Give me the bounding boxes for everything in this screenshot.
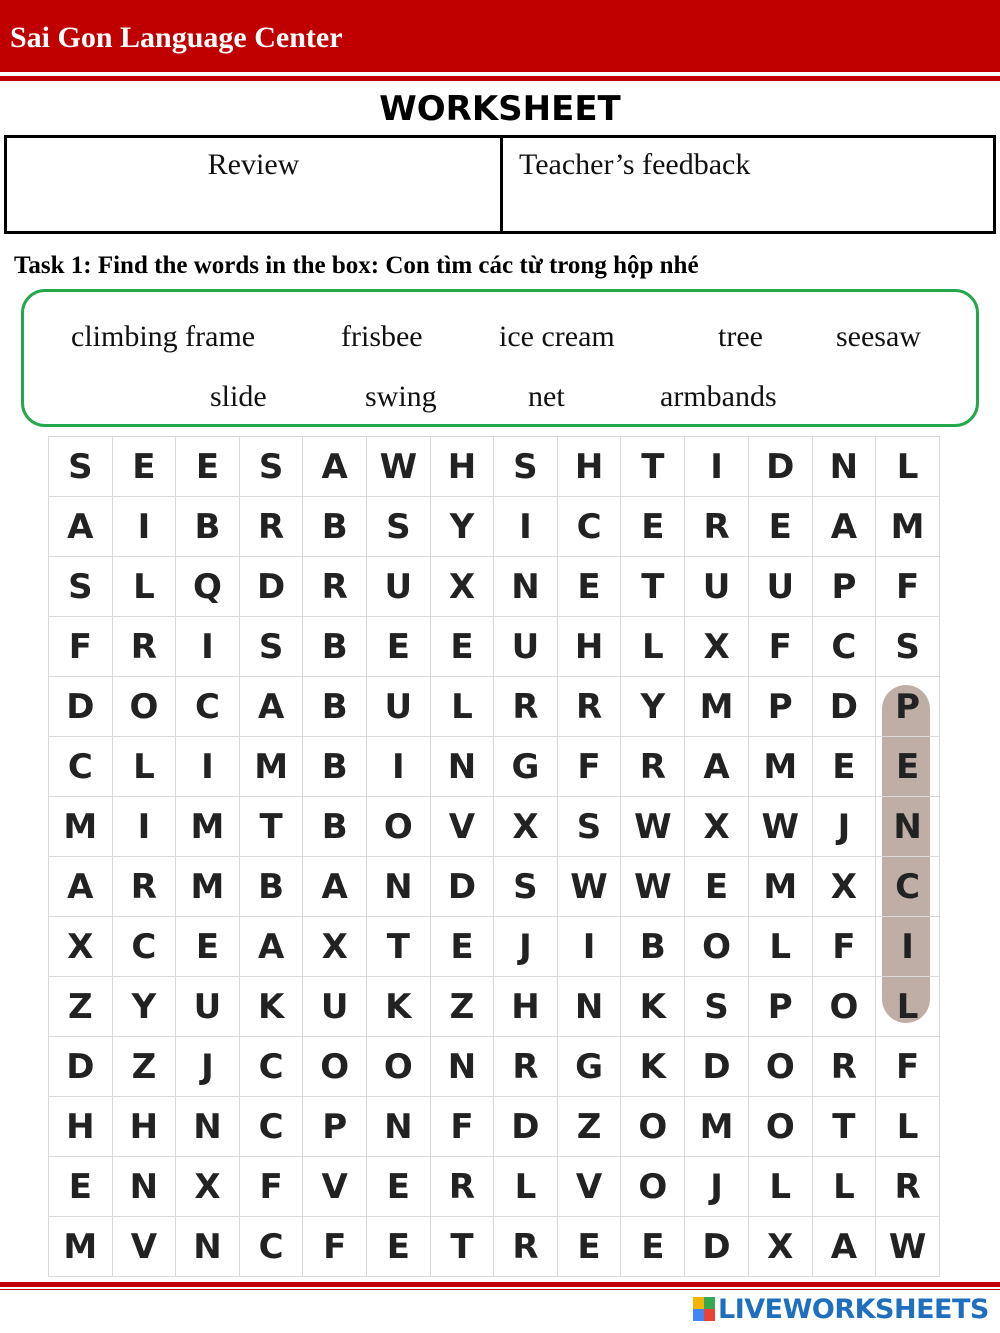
grid-letter-cell[interactable]: C bbox=[112, 917, 175, 977]
grid-letter-cell[interactable]: K bbox=[366, 977, 430, 1037]
word-bank-item: climbing frame bbox=[71, 320, 256, 353]
grid-letter-cell[interactable]: V bbox=[303, 1157, 366, 1217]
grid-row bbox=[49, 737, 940, 797]
grid-letter-cell[interactable]: L bbox=[621, 617, 685, 677]
grid-letter-cell[interactable]: J bbox=[812, 797, 875, 857]
grid-letter-cell[interactable]: W bbox=[621, 797, 685, 857]
grid-letter-cell[interactable]: R bbox=[494, 1217, 557, 1277]
grid-letter-cell[interactable]: U bbox=[366, 677, 430, 737]
grid-letter-cell[interactable]: M bbox=[748, 857, 812, 917]
grid-letter-cell[interactable]: A bbox=[685, 737, 749, 797]
grid-letter-cell[interactable]: M bbox=[876, 497, 940, 557]
grid-letter-cell[interactable]: Z bbox=[430, 977, 493, 1037]
grid-letter-cell[interactable]: A bbox=[812, 497, 875, 557]
grid-letter-cell[interactable]: Q bbox=[176, 557, 240, 617]
grid-letter-cell[interactable]: J bbox=[176, 1037, 240, 1097]
grid-letter-cell[interactable]: W bbox=[621, 857, 685, 917]
word-bank-item: slide bbox=[210, 380, 267, 413]
grid-letter-cell[interactable]: B bbox=[303, 737, 366, 797]
grid-row bbox=[49, 617, 940, 677]
grid-letter-cell[interactable]: U bbox=[366, 557, 430, 617]
grid-letter-cell[interactable]: F bbox=[303, 1217, 366, 1277]
grid-letter-cell[interactable]: X bbox=[748, 1217, 812, 1277]
grid-letter-cell[interactable]: A bbox=[303, 437, 366, 497]
grid-row bbox=[49, 557, 940, 617]
grid-letter-cell[interactable]: E bbox=[49, 1157, 113, 1217]
liveworksheets-logo bbox=[693, 1293, 989, 1325]
grid-letter-cell[interactable]: A bbox=[49, 857, 113, 917]
grid-letter-cell[interactable]: N bbox=[812, 437, 875, 497]
grid-letter-cell[interactable]: F bbox=[876, 557, 940, 617]
grid-letter-cell[interactable]: B bbox=[176, 497, 240, 557]
teacher-feedback-cell[interactable] bbox=[506, 138, 993, 231]
grid-letter-cell[interactable]: M bbox=[49, 797, 113, 857]
grid-letter-cell[interactable]: I bbox=[685, 437, 749, 497]
grid-letter-cell[interactable]: H bbox=[430, 437, 493, 497]
grid-letter-cell[interactable]: L bbox=[112, 557, 175, 617]
grid-letter-cell[interactable]: C bbox=[49, 737, 113, 797]
grid-letter-cell[interactable]: Z bbox=[557, 1097, 621, 1157]
grid-letter-cell[interactable]: H bbox=[557, 437, 621, 497]
grid-letter-cell[interactable]: E bbox=[366, 617, 430, 677]
grid-letter-cell[interactable]: E bbox=[812, 737, 875, 797]
grid-letter-cell[interactable]: R bbox=[876, 1157, 940, 1217]
grid-letter-cell[interactable]: F bbox=[239, 1157, 303, 1217]
grid-letter-cell[interactable]: O bbox=[366, 1037, 430, 1097]
grid-letter-cell[interactable]: Y bbox=[430, 497, 493, 557]
grid-letter-cell[interactable]: R bbox=[430, 1157, 493, 1217]
grid-letter-cell[interactable]: T bbox=[430, 1217, 493, 1277]
grid-letter-cell[interactable]: X bbox=[430, 557, 493, 617]
grid-letter-cell[interactable]: M bbox=[239, 737, 303, 797]
grid-letter-cell[interactable]: I bbox=[112, 497, 175, 557]
grid-letter-cell[interactable]: N bbox=[430, 1037, 493, 1097]
grid-letter-cell[interactable]: O bbox=[748, 1037, 812, 1097]
grid-letter-cell[interactable]: O bbox=[621, 1097, 685, 1157]
grid-letter-cell[interactable]: C bbox=[239, 1097, 303, 1157]
grid-letter-cell[interactable]: I bbox=[366, 737, 430, 797]
grid-letter-cell[interactable]: L bbox=[430, 677, 493, 737]
grid-letter-cell[interactable]: S bbox=[494, 437, 557, 497]
grid-letter-cell[interactable]: R bbox=[685, 497, 749, 557]
grid-letter-cell[interactable]: I bbox=[876, 917, 940, 977]
grid-letter-cell[interactable]: E bbox=[876, 737, 940, 797]
grid-letter-cell[interactable]: C bbox=[239, 1037, 303, 1097]
grid-letter-cell[interactable]: X bbox=[49, 917, 113, 977]
grid-letter-cell[interactable]: M bbox=[685, 1097, 749, 1157]
grid-letter-cell[interactable]: O bbox=[112, 677, 175, 737]
grid-letter-cell[interactable]: P bbox=[876, 677, 940, 737]
grid-letter-cell[interactable]: T bbox=[621, 437, 685, 497]
grid-letter-cell[interactable]: X bbox=[812, 857, 875, 917]
grid-letter-cell[interactable]: V bbox=[430, 797, 493, 857]
grid-letter-cell[interactable]: B bbox=[621, 917, 685, 977]
grid-letter-cell[interactable]: D bbox=[49, 1037, 113, 1097]
grid-letter-cell[interactable]: X bbox=[303, 917, 366, 977]
grid-letter-cell[interactable]: B bbox=[239, 857, 303, 917]
grid-letter-cell[interactable]: M bbox=[176, 797, 240, 857]
grid-letter-cell[interactable]: Z bbox=[112, 1037, 175, 1097]
grid-letter-cell[interactable]: V bbox=[557, 1157, 621, 1217]
grid-letter-cell[interactable]: L bbox=[812, 1157, 875, 1217]
grid-letter-cell[interactable]: J bbox=[494, 917, 557, 977]
grid-letter-cell[interactable]: A bbox=[239, 917, 303, 977]
grid-letter-cell[interactable]: N bbox=[430, 737, 493, 797]
grid-row bbox=[49, 1157, 940, 1217]
grid-letter-cell[interactable]: A bbox=[49, 497, 113, 557]
grid-letter-cell[interactable]: G bbox=[494, 737, 557, 797]
grid-letter-cell[interactable]: I bbox=[557, 917, 621, 977]
grid-letter-cell[interactable]: H bbox=[49, 1097, 113, 1157]
grid-letter-cell[interactable]: W bbox=[366, 437, 430, 497]
grid-letter-cell[interactable]: E bbox=[557, 557, 621, 617]
grid-letter-cell[interactable]: S bbox=[876, 617, 940, 677]
grid-letter-cell[interactable]: N bbox=[876, 797, 940, 857]
grid-row bbox=[49, 977, 940, 1037]
grid-letter-cell[interactable]: I bbox=[176, 737, 240, 797]
grid-letter-cell[interactable]: P bbox=[303, 1097, 366, 1157]
grid-letter-cell[interactable]: W bbox=[557, 857, 621, 917]
grid-letter-cell[interactable]: N bbox=[366, 1097, 430, 1157]
grid-letter-cell[interactable]: D bbox=[748, 437, 812, 497]
grid-letter-cell[interactable]: M bbox=[176, 857, 240, 917]
word-bank-item: armbands bbox=[660, 380, 777, 413]
grid-letter-cell[interactable]: L bbox=[876, 977, 940, 1037]
grid-letter-cell[interactable]: I bbox=[176, 617, 240, 677]
grid-letter-cell[interactable]: N bbox=[176, 1097, 240, 1157]
word-bank-item: net bbox=[528, 380, 565, 413]
footer-divider bbox=[0, 1282, 1000, 1287]
grid-letter-cell[interactable]: U bbox=[176, 977, 240, 1037]
grid-letter-cell[interactable]: A bbox=[239, 677, 303, 737]
grid-letter-cell[interactable]: S bbox=[557, 797, 621, 857]
grid-letter-cell[interactable]: N bbox=[366, 857, 430, 917]
grid-letter-cell[interactable]: D bbox=[49, 677, 113, 737]
grid-letter-cell[interactable]: B bbox=[303, 497, 366, 557]
grid-letter-cell[interactable]: D bbox=[494, 1097, 557, 1157]
grid-letter-cell[interactable]: B bbox=[303, 797, 366, 857]
grid-letter-cell[interactable]: T bbox=[239, 797, 303, 857]
grid-letter-cell[interactable]: D bbox=[812, 677, 875, 737]
grid-letter-cell[interactable]: E bbox=[366, 1217, 430, 1277]
grid-row bbox=[49, 497, 940, 557]
grid-letter-cell[interactable]: E bbox=[557, 1217, 621, 1277]
grid-letter-cell[interactable]: M bbox=[49, 1217, 113, 1277]
review-label: Review bbox=[207, 148, 300, 181]
grid-row bbox=[49, 797, 940, 857]
grid-letter-cell[interactable]: V bbox=[112, 1217, 175, 1277]
grid-letter-cell[interactable]: J bbox=[685, 1157, 749, 1217]
grid-letter-cell[interactable]: X bbox=[685, 617, 749, 677]
grid-row bbox=[49, 1097, 940, 1157]
grid-letter-cell[interactable]: M bbox=[748, 737, 812, 797]
grid-letter-cell[interactable]: D bbox=[685, 1217, 749, 1277]
word-bank-item: ice cream bbox=[499, 320, 615, 353]
grid-letter-cell[interactable]: T bbox=[621, 557, 685, 617]
grid-letter-cell[interactable]: O bbox=[812, 977, 875, 1037]
center-name: Sai Gon Language Center bbox=[10, 21, 343, 54]
grid-letter-cell[interactable]: L bbox=[876, 437, 940, 497]
grid-letter-cell[interactable]: F bbox=[748, 617, 812, 677]
grid-letter-cell[interactable]: U bbox=[494, 617, 557, 677]
grid-letter-cell[interactable]: O bbox=[303, 1037, 366, 1097]
grid-letter-cell[interactable]: O bbox=[685, 917, 749, 977]
grid-letter-cell[interactable]: E bbox=[748, 497, 812, 557]
grid-letter-cell[interactable]: R bbox=[239, 497, 303, 557]
grid-letter-cell[interactable]: X bbox=[685, 797, 749, 857]
grid-letter-cell[interactable]: D bbox=[430, 857, 493, 917]
grid-letter-cell[interactable]: M bbox=[685, 677, 749, 737]
grid-letter-cell[interactable]: E bbox=[112, 437, 175, 497]
review-cell[interactable] bbox=[7, 138, 503, 231]
word-bank-item: seesaw bbox=[836, 320, 921, 353]
grid-letter-cell[interactable]: B bbox=[303, 617, 366, 677]
footer-divider-thin bbox=[0, 1289, 1000, 1290]
header-divider bbox=[0, 76, 1000, 81]
grid-letter-cell[interactable]: R bbox=[494, 677, 557, 737]
grid-letter-cell[interactable]: R bbox=[557, 677, 621, 737]
grid-letter-cell[interactable]: R bbox=[112, 857, 175, 917]
grid-letter-cell[interactable]: P bbox=[812, 557, 875, 617]
grid-row bbox=[49, 1217, 940, 1277]
grid-letter-cell[interactable]: Y bbox=[621, 677, 685, 737]
grid-letter-cell[interactable]: S bbox=[494, 857, 557, 917]
grid-letter-cell[interactable]: C bbox=[557, 497, 621, 557]
word-bank-item: frisbee bbox=[341, 320, 423, 353]
grid-row bbox=[49, 917, 940, 977]
grid-letter-cell[interactable]: B bbox=[303, 677, 366, 737]
grid-letter-cell[interactable]: N bbox=[494, 557, 557, 617]
word-bank-box bbox=[21, 289, 979, 427]
grid-letter-cell[interactable]: K bbox=[239, 977, 303, 1037]
grid-letter-cell[interactable]: C bbox=[176, 677, 240, 737]
grid-letter-cell[interactable]: A bbox=[812, 1217, 875, 1277]
grid-letter-cell[interactable]: U bbox=[748, 557, 812, 617]
grid-letter-cell[interactable]: S bbox=[685, 977, 749, 1037]
grid-row bbox=[49, 677, 940, 737]
grid-letter-cell[interactable]: X bbox=[494, 797, 557, 857]
grid-letter-cell[interactable]: O bbox=[748, 1097, 812, 1157]
grid-letter-cell[interactable]: N bbox=[112, 1157, 175, 1217]
grid-letter-cell[interactable]: R bbox=[494, 1037, 557, 1097]
grid-letter-cell[interactable]: L bbox=[876, 1097, 940, 1157]
grid-row bbox=[49, 857, 940, 917]
review-table bbox=[4, 135, 996, 234]
grid-letter-cell[interactable]: T bbox=[812, 1097, 875, 1157]
grid-letter-cell[interactable]: L bbox=[112, 737, 175, 797]
grid-letter-cell[interactable]: K bbox=[621, 1037, 685, 1097]
grid-letter-cell[interactable]: W bbox=[748, 797, 812, 857]
grid-letter-cell[interactable]: H bbox=[112, 1097, 175, 1157]
grid-letter-cell[interactable]: U bbox=[303, 977, 366, 1037]
grid-letter-cell[interactable]: D bbox=[239, 557, 303, 617]
grid-letter-cell[interactable]: O bbox=[621, 1157, 685, 1217]
grid-letter-cell[interactable]: F bbox=[430, 1097, 493, 1157]
grid-letter-cell[interactable]: E bbox=[430, 617, 493, 677]
grid-letter-cell[interactable]: G bbox=[557, 1037, 621, 1097]
grid-letter-cell[interactable]: L bbox=[494, 1157, 557, 1217]
grid-letter-cell[interactable]: S bbox=[239, 437, 303, 497]
grid-letter-cell[interactable]: L bbox=[748, 917, 812, 977]
grid-letter-cell[interactable]: C bbox=[239, 1217, 303, 1277]
grid-letter-cell[interactable]: R bbox=[303, 557, 366, 617]
grid-letter-cell[interactable]: R bbox=[812, 1037, 875, 1097]
grid-letter-cell[interactable]: F bbox=[876, 1037, 940, 1097]
grid-letter-cell[interactable]: E bbox=[685, 857, 749, 917]
grid-letter-cell[interactable]: S bbox=[239, 617, 303, 677]
grid-letter-cell[interactable]: E bbox=[621, 497, 685, 557]
grid-letter-cell[interactable]: L bbox=[748, 1157, 812, 1217]
word-bank-item: tree bbox=[718, 320, 763, 353]
grid-letter-cell[interactable]: P bbox=[748, 677, 812, 737]
grid-letter-cell[interactable]: F bbox=[812, 917, 875, 977]
grid-letter-cell[interactable]: N bbox=[557, 977, 621, 1037]
grid-letter-cell[interactable]: H bbox=[557, 617, 621, 677]
grid-letter-cell[interactable]: W bbox=[876, 1217, 940, 1277]
grid-letter-cell[interactable]: C bbox=[812, 617, 875, 677]
grid-letter-cell[interactable]: U bbox=[685, 557, 749, 617]
grid-row bbox=[49, 437, 940, 497]
teacher-feedback-label: Teacher’s feedback bbox=[519, 148, 751, 181]
grid-letter-cell[interactable]: E bbox=[176, 437, 240, 497]
grid-letter-cell[interactable]: O bbox=[366, 797, 430, 857]
grid-letter-cell[interactable]: Y bbox=[112, 977, 175, 1037]
word-search-grid bbox=[48, 436, 940, 1277]
grid-letter-cell[interactable]: S bbox=[49, 557, 113, 617]
grid-letter-cell[interactable]: A bbox=[303, 857, 366, 917]
grid-letter-cell[interactable]: S bbox=[49, 437, 113, 497]
grid-letter-cell[interactable]: K bbox=[621, 977, 685, 1037]
grid-letter-cell[interactable]: N bbox=[176, 1217, 240, 1277]
worksheet-title: WORKSHEET bbox=[379, 89, 621, 129]
grid-letter-cell[interactable]: F bbox=[49, 617, 113, 677]
grid-letter-cell[interactable]: E bbox=[430, 917, 493, 977]
grid-row bbox=[49, 1037, 940, 1097]
grid-letter-cell[interactable]: X bbox=[176, 1157, 240, 1217]
grid-letter-cell[interactable]: H bbox=[494, 977, 557, 1037]
grid-letter-cell[interactable]: P bbox=[748, 977, 812, 1037]
logo-text: LIVEWORKSHEETS bbox=[718, 1293, 989, 1325]
word-bank-item: swing bbox=[365, 380, 437, 413]
grid-letter-cell[interactable]: C bbox=[876, 857, 940, 917]
grid-letter-cell[interactable]: I bbox=[112, 797, 175, 857]
grid-letter-cell[interactable]: E bbox=[176, 917, 240, 977]
task-1-instruction: Task 1: Find the words in the box: Con tìm các từ trong hộp nhé bbox=[14, 252, 699, 279]
grid-letter-cell[interactable]: D bbox=[685, 1037, 749, 1097]
grid-letter-cell[interactable]: E bbox=[621, 1217, 685, 1277]
grid-letter-cell[interactable]: R bbox=[112, 617, 175, 677]
grid-letter-cell[interactable]: I bbox=[494, 497, 557, 557]
grid-letter-cell[interactable]: Z bbox=[49, 977, 113, 1037]
grid-letter-cell[interactable]: T bbox=[366, 917, 430, 977]
grid-letter-cell[interactable]: F bbox=[557, 737, 621, 797]
grid-letter-cell[interactable]: E bbox=[366, 1157, 430, 1217]
liveworksheets-icon bbox=[693, 1297, 715, 1321]
grid-letter-cell[interactable]: R bbox=[621, 737, 685, 797]
grid-letter-cell[interactable]: S bbox=[366, 497, 430, 557]
